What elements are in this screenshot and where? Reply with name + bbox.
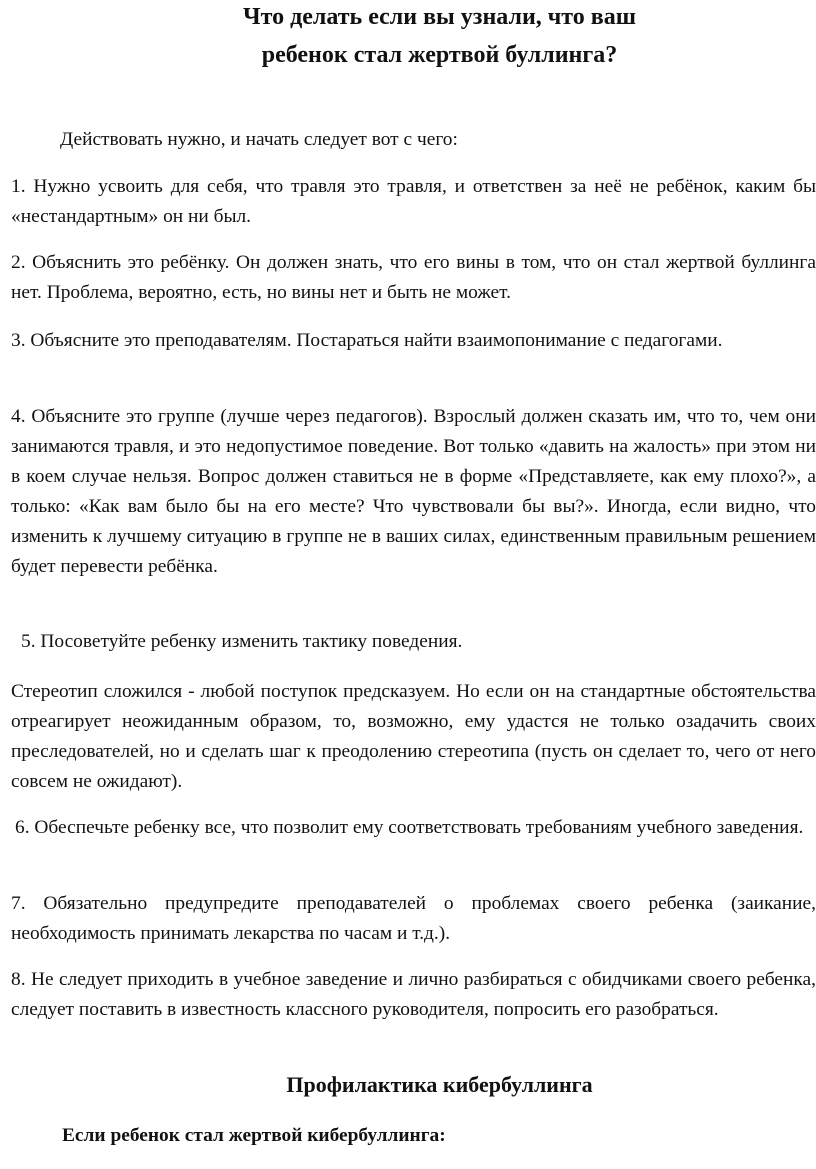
- paragraph-3: 3. Объясните это преподавателям. Постараться найти взаимопонимание с педагогами.: [11, 330, 723, 351]
- paragraph-1: 1. Нужно усвоить для себя, что травля это травля, и ответствен за неё не ребёнок, каким бы «нестандартным» он ни был.: [11, 176, 816, 227]
- paragraph-9: 8. Не следует приходить в учебное заведение и лично разбираться с обидчиками своего ребенка, следует поставить в известность классного руководителя, попросить его разобраться.: [11, 969, 816, 1020]
- title-line-1: Что делать если вы узнали, что ваш: [243, 4, 636, 30]
- page-title: [0, 2, 816, 70]
- paragraph-7: 6. Обеспечьте ребенку все, что позволит ему соответствовать требованиям учебного заведения.: [15, 817, 804, 838]
- paragraph-4: 4. Объясните это группе (лучше через педагогов). Взрослый должен сказать им, что то, чем они занимаются травля, и это недопустимое поведение. Вот только «давить на жалость» при этом ни в коем случае нельзя. Вопрос должен ставиться не в форме «Представляете, как ему плохо?», а только: «Как вам было бы на его месте? Что чувствовали бы вы?». Иногда, если видно, что изменить к лучшему ситуацию в группе не в ваших силах, единственным правильным решением будет перевести ребёнка.: [11, 406, 816, 577]
- intro-text: Действовать нужно, и начать следует вот с чего:: [60, 129, 458, 150]
- section-heading: Профилактика кибербуллинга: [286, 1072, 593, 1097]
- paragraph-6: Стереотип сложился - любой поступок предсказуем. Но если он на стандартные обстоятельства отреагирует неожиданным образом, то, возможно, ему удастся не только озадачить своих преследователей, но и сделать шаг к преодолению стереотипа (пусть он сделает то, чего от него совсем не ожидают).: [11, 681, 816, 792]
- paragraph-5: 5. Посоветуйте ребенку изменить тактику поведения.: [21, 631, 463, 652]
- paragraph-8: 7. Обязательно предупредите преподавателей о проблемах своего ребенка (заикание, необходимость принимать лекарства по часам и т.д.).: [11, 893, 816, 944]
- title-line-2: ребенок стал жертвой буллинга?: [261, 42, 618, 68]
- paragraph-2: 2. Объяснить это ребёнку. Он должен знать, что его вины в том, что он стал жертвой буллинга нет. Проблема, вероятно, есть, но вины нет и быть не может.: [11, 252, 816, 303]
- subheading: Если ребенок стал жертвой кибербуллинга:: [62, 1125, 446, 1146]
